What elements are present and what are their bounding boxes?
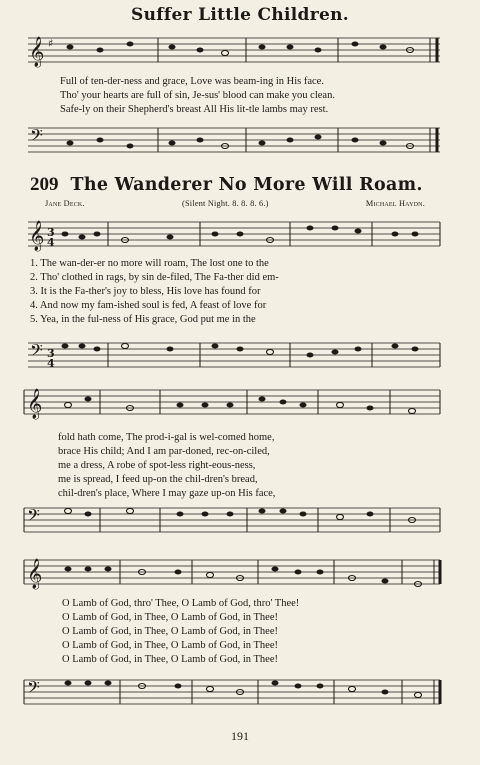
hymn-number: 209	[30, 174, 59, 195]
verse-line: me a dress, A robe of spot-less right-eous-ness,	[58, 460, 256, 471]
svg-text:4: 4	[47, 236, 55, 249]
verse-line: 3. It is the Fa-ther's joy to bless, His love has found for	[30, 286, 261, 297]
verse-line: fold hath come, The prod-i-gal is wel-comed home,	[58, 432, 275, 443]
svg-text:𝄞: 𝄞	[29, 37, 45, 67]
system2-treble-staff	[0, 382, 480, 422]
refrain-line: O Lamb of God, in Thee, O Lamb of God, in Thee!	[62, 654, 278, 665]
hymn-meter: (Silent Night. 8. 8. 8. 6.)	[182, 199, 269, 208]
system3-bass-staff	[0, 672, 480, 712]
verse-line: 4. And now my fam-ished soul is fed, A feast of love for	[30, 300, 267, 311]
lyric-line: Safe-ly on their Shepherd's breast All His lit-tle lambs may rest.	[60, 104, 329, 115]
top-treble-staff	[0, 34, 480, 74]
verse-line: brace His child; And I am par-doned, rec-on-ciled,	[58, 446, 270, 457]
refrain-line: O Lamb of God, thro' Thee, O Lamb of God, thro' Thee!	[62, 598, 300, 609]
svg-text:𝄞: 𝄞	[27, 389, 43, 419]
verse-line: 1. The wan-der-er no more will roam, The lost one to the	[30, 258, 269, 269]
svg-text:𝄢: 𝄢	[30, 340, 43, 364]
system2-bass-staff	[0, 500, 480, 540]
verse-line: chil-dren's place, Where I may gaze up-on His face,	[58, 488, 276, 499]
top-hymn-title: Suffer Little Children.	[131, 5, 349, 25]
svg-text:𝄢: 𝄢	[27, 677, 40, 701]
svg-text:3: 3	[47, 347, 55, 360]
svg-text:𝄞: 𝄞	[29, 221, 45, 251]
top-bass-staff	[0, 124, 480, 164]
refrain-line: O Lamb of God, in Thee, O Lamb of God, in Thee!	[62, 640, 278, 651]
page-number: 191	[231, 729, 249, 743]
hymn-heading	[30, 174, 460, 196]
verses-part-b	[58, 431, 275, 501]
svg-text:𝄢: 𝄢	[30, 125, 43, 149]
hymn-author: Jane Deck.	[45, 199, 85, 208]
refrain-line: O Lamb of God, in Thee, O Lamb of God, in Thee!	[62, 626, 278, 637]
top-hymn-lyrics	[60, 75, 335, 117]
svg-text:♯: ♯	[48, 37, 54, 50]
lyric-line: Tho' your hearts are full of sin, Je-sus' blood can make you clean.	[60, 90, 335, 101]
verse-line: 5. Yea, in the ful-ness of His grace, God put me in the	[30, 314, 256, 325]
verse-line: me is spread, I feed up-on the chil-dren's bread,	[58, 474, 258, 485]
system1-treble-staff	[0, 214, 480, 254]
svg-text:𝄞: 𝄞	[27, 559, 43, 589]
hymn-credits	[45, 199, 425, 208]
system1-bass-staff	[0, 335, 480, 375]
verse-line: 2. Tho' clothed in rags, by sin de-filed, The Fa-ther did em-	[30, 272, 279, 283]
svg-text:𝄢: 𝄢	[27, 505, 40, 529]
lyric-line: Full of ten-der-ness and grace, Love was beam-ing in His face.	[60, 76, 324, 87]
hymn-composer: Michael Haydn.	[365, 199, 425, 208]
system3-treble-staff	[0, 552, 480, 592]
hymn-title: The Wanderer No More Will Roam.	[70, 175, 423, 195]
svg-text:4: 4	[47, 357, 55, 370]
refrain-line: O Lamb of God, in Thee, O Lamb of God, in Thee!	[62, 612, 278, 623]
svg-text:3: 3	[47, 226, 55, 239]
verses-part-a	[30, 257, 279, 327]
refrain-lyrics	[62, 597, 299, 667]
